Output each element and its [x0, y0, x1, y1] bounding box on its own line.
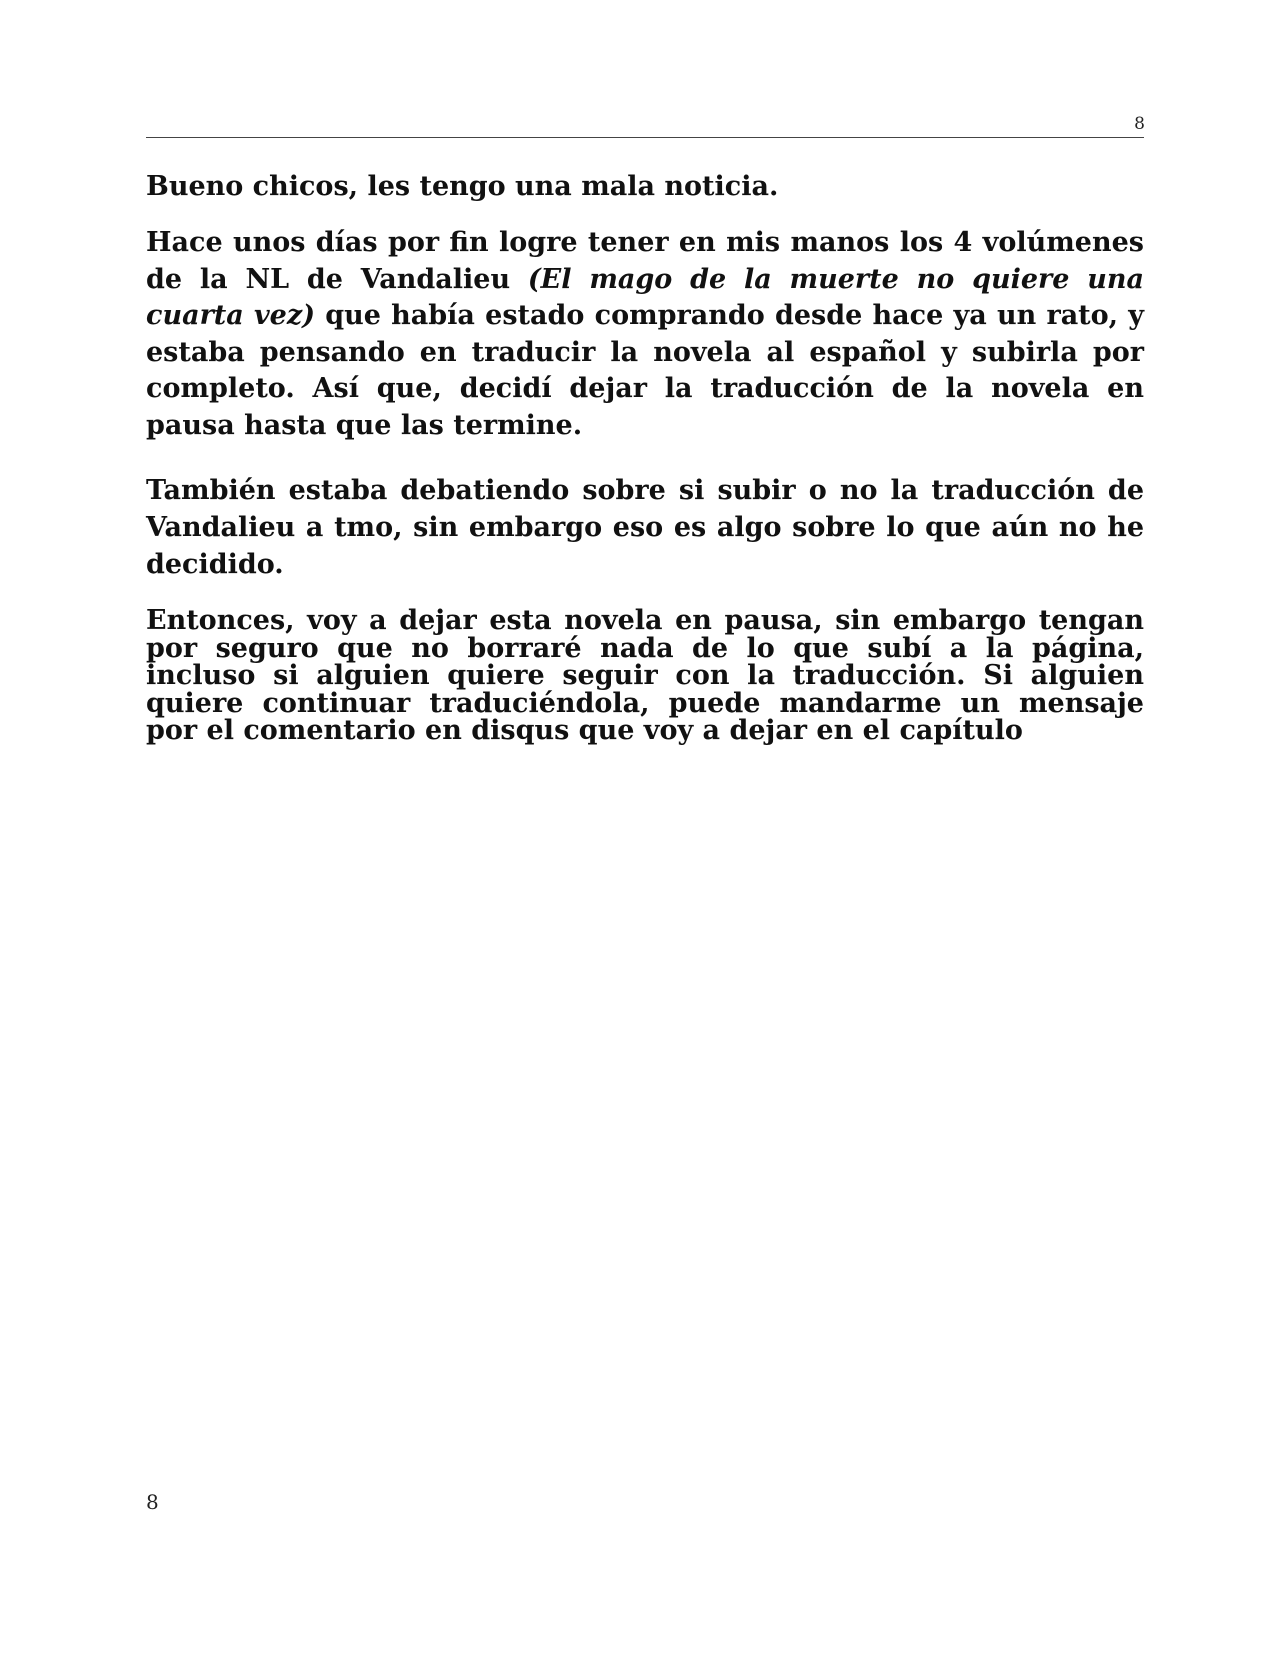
page-body [146, 168, 1144, 745]
paragraph-2-text-end: que había estado comprando desde hace ya un rato, y estaba pensando en traducir la novela al español y subirla por completo. Así que, decidí dejar la traducción de la novela en pausa hasta que las termine. [146, 300, 1144, 441]
header-rule [146, 137, 1144, 138]
paragraph-3: También estaba debatiendo sobre si subir o no la traducción de Vandalieu a tmo, sin embargo eso es algo sobre lo que aún no he decidido. [146, 475, 1144, 580]
paragraph-2-text-start: Hace unos días por fin logre tener en mis manos los 4 volúmenes de la NL de Vandalieu [146, 227, 1144, 295]
novel-title-italic: (El mago de la muerte no quiere una cuarta vez) [146, 263, 1144, 331]
paragraph-1: Bueno chicos, les tengo una mala noticia. [146, 171, 779, 202]
paragraph-2 [146, 225, 1144, 444]
header-page-number: 8 [1134, 114, 1145, 134]
paragraph-4: Entonces, voy a dejar esta novela en pausa, sin embargo tengan por seguro que no borraré nada de lo que subí a la página, incluso si alguien quiere seguir con la traducción. Si alguien quiere continuar traduciéndola, puede mandarme un mensaje por el comentario en disqus que voy a dejar en el capítulo [146, 605, 1144, 746]
footer-page-number: 8 [146, 1490, 159, 1514]
